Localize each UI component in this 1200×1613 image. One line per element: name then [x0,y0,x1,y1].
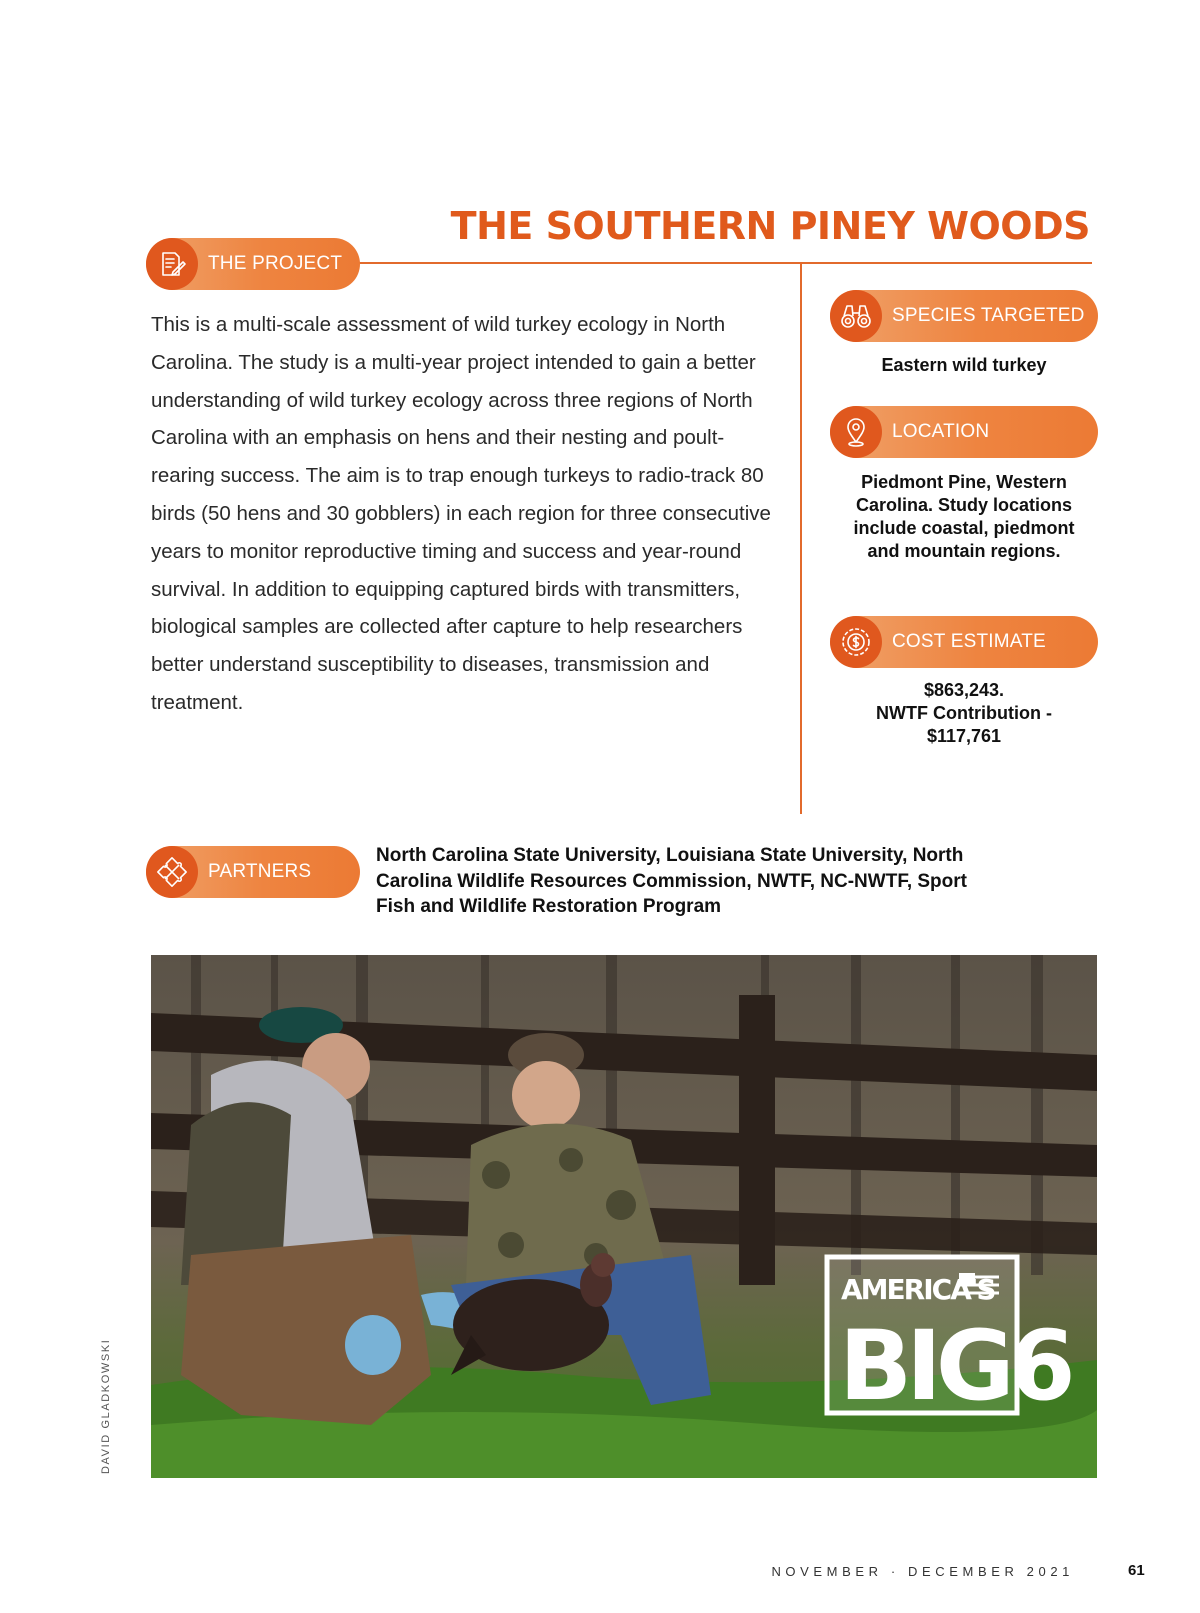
species-value: Eastern wild turkey [881,355,1047,375]
cost-value [836,679,1092,748]
location-value: Piedmont Pine, Western Carolina. Study locations include coastal, piedmont and mountain regions. [853,472,1075,561]
nwtf-contribution-label: NWTF Contribution - [876,703,1052,723]
project-heading-label: THE PROJECT [208,253,343,274]
notepad-pencil-icon [146,238,198,290]
project-heading-pill [146,238,360,290]
photo-credit: DAVID GLADKOWSKI [100,1338,112,1474]
partners-list: North Carolina State University, Louisiana State University, North Carolina Wildlife Resources Commission, NWTF, NC-NWTF, Sport Fish and Wildlife Restoration Program [376,845,967,917]
cost-heading-label: COST ESTIMATE [892,631,1046,652]
nwtf-contribution-amount: $117,761 [926,726,1002,746]
issue-date: NOVEMBER · DECEMBER 2021 [771,1564,1074,1579]
field-photo [151,955,1097,1478]
badge-line1: AMERICA'S [841,1273,995,1306]
cost-heading-pill [830,616,1098,668]
binoculars-icon [830,290,882,342]
puzzle-icon [146,846,198,898]
map-pin-icon [830,406,882,458]
location-heading-label: LOCATION [892,421,990,442]
badge-line2: BIG6 [839,1310,1070,1422]
species-heading-label: SPECIES TARGETED [892,305,1085,326]
column-divider [800,262,802,814]
location-heading-pill [830,406,1098,458]
project-description: This is a multi-scale assessment of wild turkey ecology in North Carolina. The study is a multi-year project intended to gain a better understanding of wild turkey ecology across three regions of North Carolina with an emphasis on hens and their nesting and poult-rearing success. The aim is to trap enough turkeys to radio-track 80 birds (50 hens and 30 gobblers) in each region for three consecutive years to monitor reproductive timing and success and year-round survival. In addition to equipping captured birds with transmitters, biological samples are collected after capture to help researchers better understand susceptibility to diseases, transmission and treatment. [151,313,771,714]
partners-heading-pill [146,846,360,898]
page-title: THE SOUTHERN PINEY WOODS [450,204,1090,248]
partners-heading-label: PARTNERS [208,861,312,882]
dollar-coin-icon [830,616,882,668]
cost-amount: $863,243. [923,680,1005,700]
species-heading-pill [830,290,1098,342]
page-number: 61 [1128,1562,1145,1579]
title-divider [356,262,1092,264]
